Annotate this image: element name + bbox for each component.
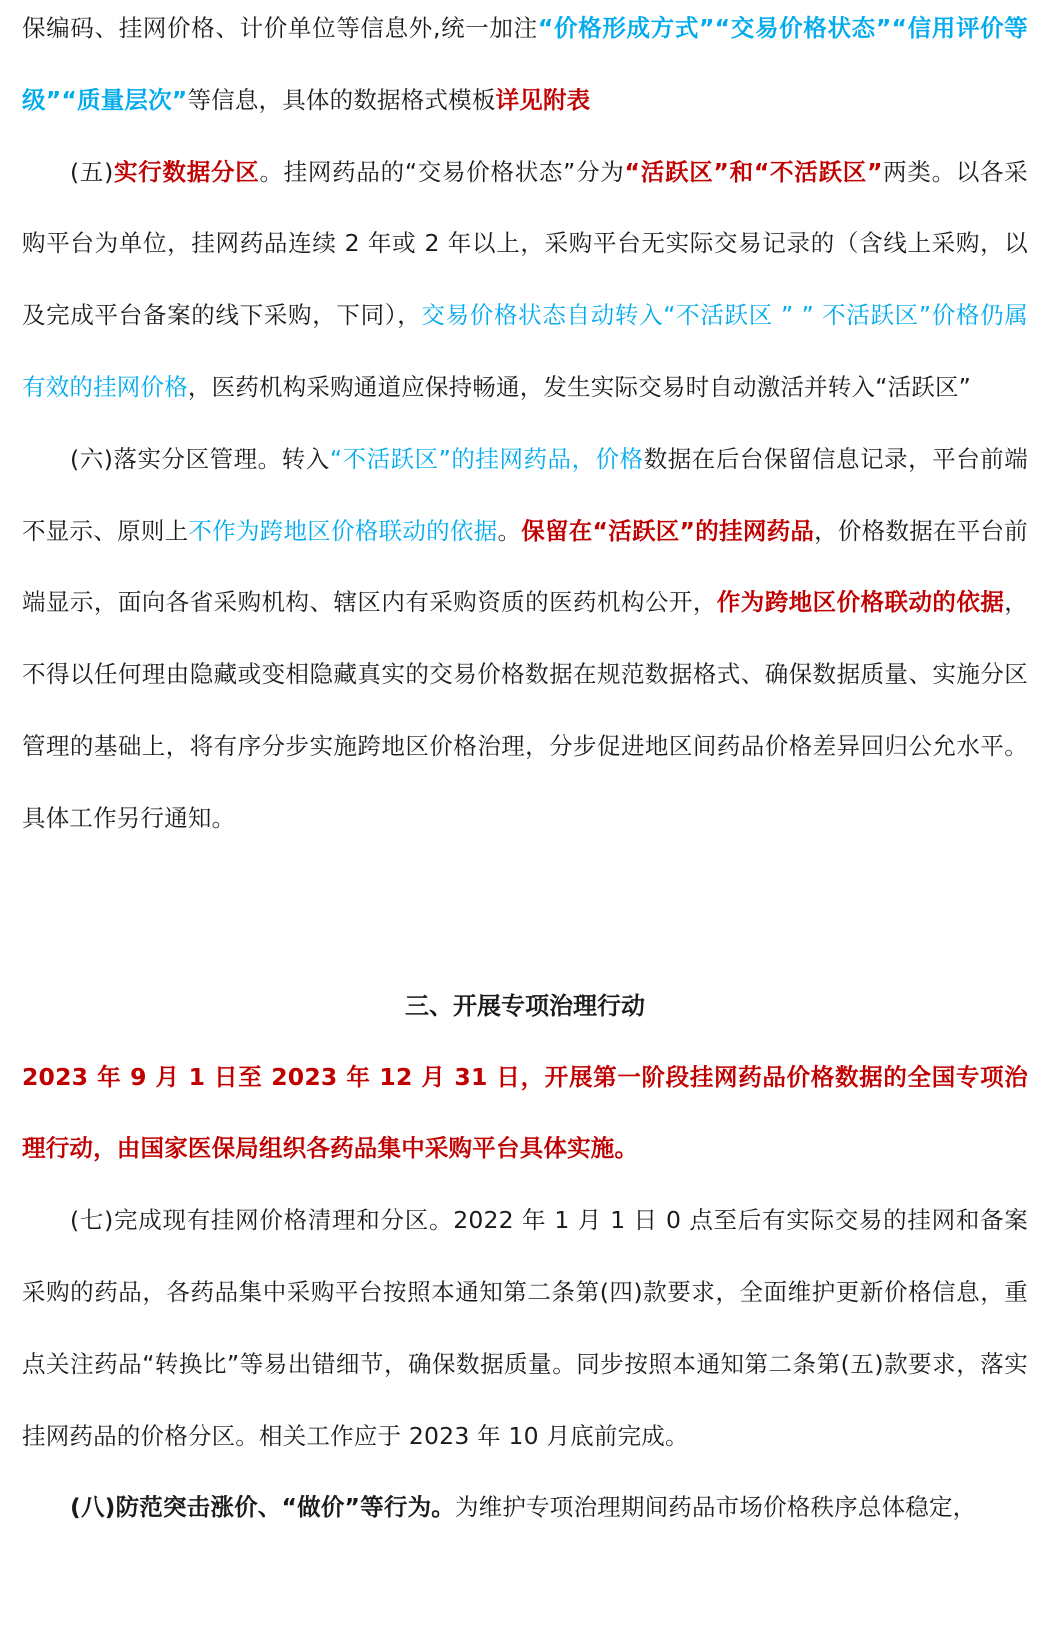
text-run: 。挂网药品的“交易价格状态”分为: [259, 157, 625, 186]
text-run: 不作为跨地区价格联动的依据: [188, 516, 498, 545]
text-run: 等信息，具体的数据格式模板: [187, 85, 496, 114]
text-run: 2023 年 9 月 1 日至 2023 年 12 月 31 日，开展第一阶段挂网药品价格数据的全国专项治理行动，由国家医保局组织各药品集中采购平台具体实施。: [22, 1062, 1028, 1163]
text-run: 详见附表: [495, 85, 591, 114]
paragraph-campaign-period: [22, 1042, 1028, 1186]
paragraph-section-5-data-zoning: [22, 137, 1028, 424]
text-run: 交易价格状态自动转入“不活跃区 ” ” 不活跃区”价格仍属有效的挂网价格: [22, 301, 1028, 401]
text-run: 实行数据分区: [113, 157, 260, 186]
section-gap: [22, 855, 1028, 970]
text-run: (八)防范突击涨价、“做价”等行为。: [70, 1493, 455, 1522]
text-run: 为维护专项治理期间药品市场价格秩序总体稳定，: [454, 1493, 977, 1522]
paragraph-data-format: [22, 0, 1028, 137]
text-run: “价格形成方式”“交易价格状态”“信用评价等级”“质量层次”: [22, 14, 1029, 114]
text-run: 保编码、挂网价格、计价单位等信息外,统一加注: [22, 14, 538, 42]
section-heading: 三、开展专项治理行动: [405, 991, 645, 1020]
paragraph-section-7-price-cleanup: [22, 1185, 1028, 1472]
paragraph-section-6-zoning-management: [22, 424, 1028, 855]
text-run: ，价格数据在平台前端显示，面向各省采购机构、辖区内有采购资质的医药机构公开，: [22, 516, 1029, 617]
text-run: 数据在后台保留信息记录，平台前端不显示、原则上: [22, 444, 1029, 545]
text-run: (五): [70, 157, 114, 186]
text-run: 两类。以各采购平台为单位，挂网药品连续 2 年或 2 年以上，采购平台无实际交易记录的（含线上采购，以及完成平台备案的线下采购，下同），: [22, 157, 1029, 330]
text-run: “不活跃区”的挂网药品，价格: [329, 444, 644, 473]
text-run: 。: [497, 516, 522, 545]
text-run: ，不得以任何理由隐藏或变相隐藏真实的交易价格数据在规范数据格式、确保数据质量、实施分区管理的基础上，将有序分步实施跨地区价格治理，分步促进地区间药品价格差异回归公允水平。具体工作另行通知。: [22, 588, 1028, 832]
text-run: “活跃区”和“不活跃区”: [624, 157, 883, 186]
text-run: ，医药机构采购通道应保持畅通，发生实际交易时自动激活并转入“活跃区”: [187, 372, 972, 401]
text-run: (六)落实分区管理。转入: [70, 444, 330, 473]
text-run: 作为跨地区价格联动的依据: [716, 588, 1005, 617]
text-run: 保留在“活跃区”的挂网药品: [521, 516, 815, 545]
paragraph-section-8-prevent-price-hikes: [22, 1472, 1028, 1544]
text-run: (七)完成现有挂网价格清理和分区。2022 年 1 月 1 日 0 点至后有实际交易的挂网和备案采购的药品，各药品集中采购平台按照本通知第二条第(四)款要求，全面维护更新价格信息，重点关注药品“转换比”等易出错细节，确保数据质量。同步按照本通知第二条第(五)款要求，落实挂网药品的价格分区。相关工作应于 2023 年 10 月底前完成。: [22, 1206, 1028, 1450]
